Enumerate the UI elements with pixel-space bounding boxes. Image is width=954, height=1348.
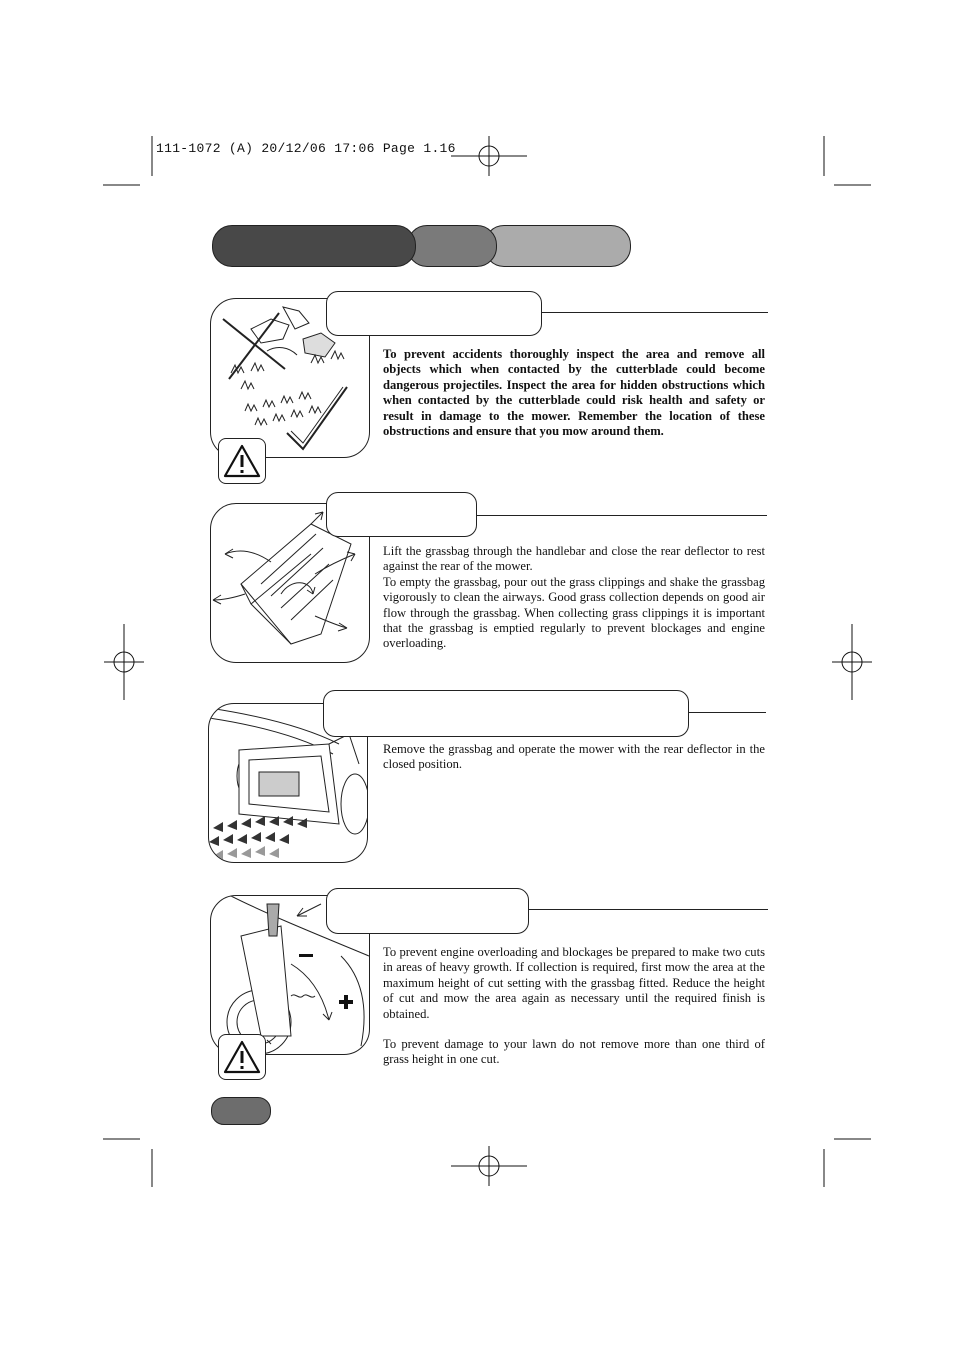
page-number-tab [211, 1097, 271, 1125]
section-4-text [383, 945, 765, 1068]
registration-mark-top [451, 136, 527, 176]
section-1-paragraph: To prevent accidents thoroughly inspect the area and remove all objects which when contacted by the cutterblade could become dangerous projectiles. Inspect the area for hidden obstructions which when contacted by the cutterblade could risk health and safety or result in damage to the mower. Remember the location of these obstructions and ensure that you mow around them. [383, 347, 765, 439]
section-4-paragraph-2: To prevent damage to your lawn do not remove more than one third of grass height in one cut. [383, 1037, 765, 1067]
section-2-heading-box [326, 492, 477, 537]
header-bar-secondary [407, 225, 497, 267]
section-3-paragraph: Remove the grassbag and operate the mower with the rear deflector in the closed position. [383, 742, 765, 772]
warning-icon [218, 1034, 266, 1080]
registration-mark-left [104, 624, 144, 700]
header-bar-tertiary [484, 225, 631, 267]
section-2-paragraph-1: Lift the grassbag through the handlebar and close the rear deflector to rest against the rear of the mower. [383, 544, 765, 574]
section-1-heading-box [326, 291, 542, 336]
warning-icon [218, 438, 266, 484]
section-1-rule [540, 312, 768, 313]
print-header: 111-1072 (A) 20/12/06 17:06 Page 1.16 [156, 141, 456, 156]
section-4-paragraph-1: To prevent engine overloading and blockages be prepared to make two cuts in areas of heavy growth. If collection is required, first mow the area at the maximum height of cut setting with the grassbag fitted. Reduce the height of cut and mow the area again as necessary until the required finish is obtained. [383, 945, 765, 1021]
section-2-paragraph-2: To empty the grassbag, pour out the grass clippings and shake the grassbag vigorously to clean the airways. Good grass collection depends on good air flow through the grassbag. When collecting grass clippings it is important that the grassbag is emptied regularly to prevent blockages and engine overloading. [383, 574, 765, 651]
section-4-rule [527, 909, 768, 910]
section-1-text [383, 347, 765, 439]
section-3-text [383, 742, 765, 773]
header-bar-primary [212, 225, 416, 267]
section-3-heading-box [323, 690, 689, 737]
registration-mark-right [832, 624, 872, 700]
section-4-heading-box [326, 888, 529, 934]
section-2-rule [475, 515, 767, 516]
registration-mark-bottom [451, 1146, 527, 1186]
section-2-text [383, 544, 765, 652]
section-3-rule [687, 712, 766, 713]
